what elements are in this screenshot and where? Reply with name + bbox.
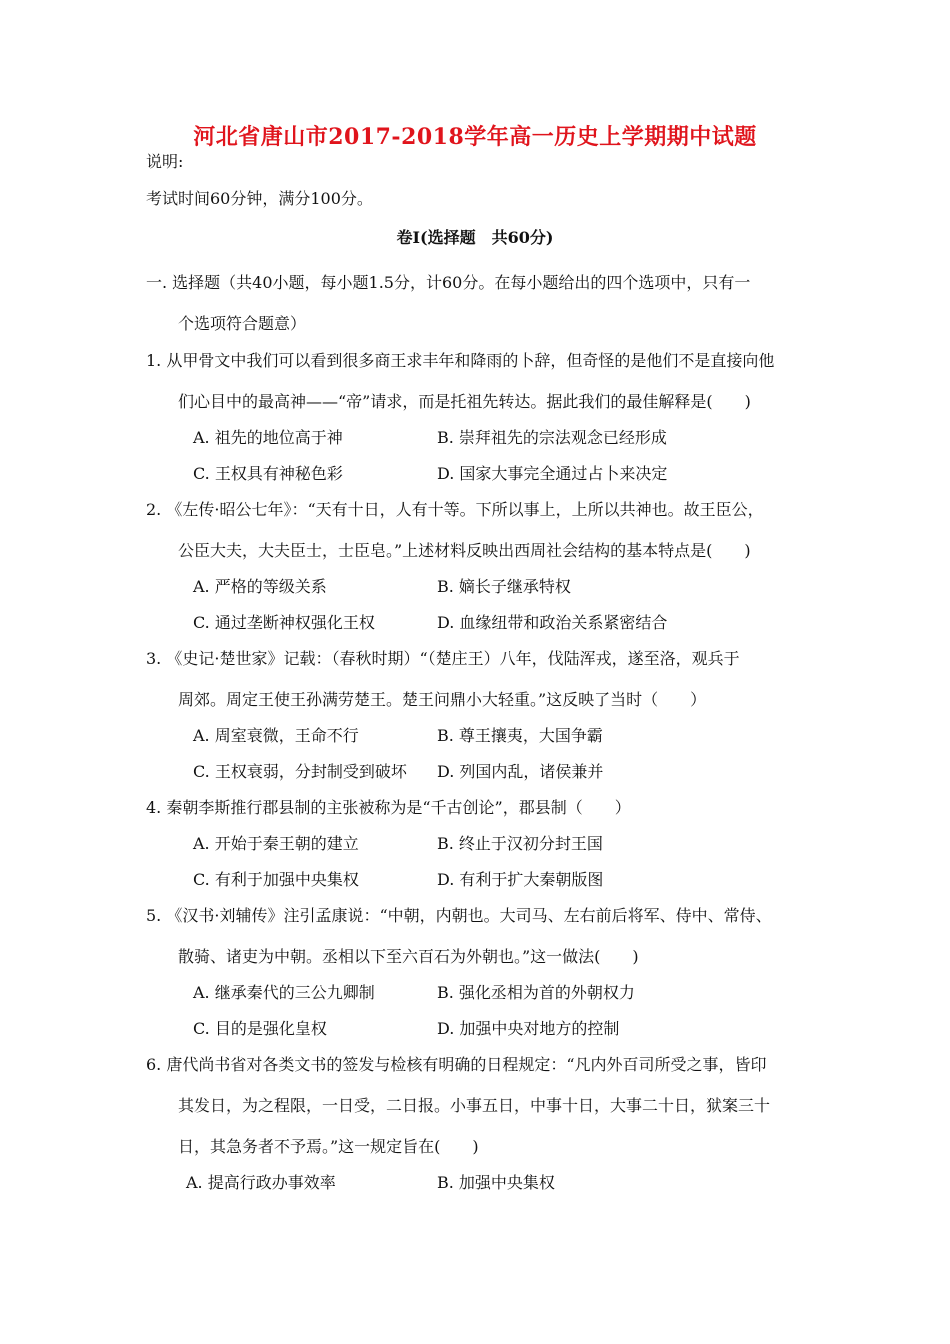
- question-1-option-a: A. 祖先的地位高于神: [193, 428, 343, 447]
- page-title: 河北省唐山市2017-2018学年高一历史上学期期中试题: [193, 124, 757, 150]
- question-6-line: 其发日，为之程限，一日受，二日报。小事五日，中事十日，大事二十日，狱案三十: [178, 1096, 771, 1115]
- question-5-option-c: C. 目的是强化皇权: [193, 1019, 327, 1038]
- instruction-line: 一. 选择题（共40小题，每小题1.5分，计60分。在每小题给出的四个选项中，只有一: [146, 273, 751, 292]
- question-2-line: 2. 《左传·昭公七年》：“天有十日，人有十等。下所以事上，上所以共神也。故王臣公，: [146, 500, 764, 519]
- question-1-line: 们心目中的最高神——“帝”请求，而是托祖先转达。据此我们的最佳解释是( ): [178, 392, 751, 411]
- question-2-option-d: D. 血缘纽带和政治关系紧密结合: [437, 613, 668, 632]
- section-title: 卷Ⅰ(选择题 共60分): [396, 228, 554, 247]
- question-1-option-d: D. 国家大事完全通过占卜来决定: [437, 464, 668, 483]
- question-3-option-a: A. 周室衰微，王命不行: [193, 726, 359, 745]
- question-4-option-b: B. 终止于汉初分封王国: [437, 834, 603, 853]
- question-4-option-c: C. 有利于加强中央集权: [193, 870, 359, 889]
- instruction-line: 个选项符合题意）: [178, 314, 307, 333]
- question-2-line: 公臣大夫，大夫臣士，士臣皂。”上述材料反映出西周社会结构的基本特点是( ): [178, 541, 751, 560]
- question-3-option-c: C. 王权衰弱，分封制受到破坏: [193, 762, 407, 781]
- question-4-option-d: D. 有利于扩大秦朝版图: [437, 870, 604, 889]
- note-label: 说明:: [146, 152, 184, 171]
- question-2-option-c: C. 通过垄断神权强化王权: [193, 613, 375, 632]
- question-3-line: 周郊。周定王使王孙满劳楚王。楚王问鼎小大轻重。”这反映了当时（ ）: [178, 690, 707, 709]
- question-5-option-d: D. 加强中央对地方的控制: [437, 1019, 620, 1038]
- question-6-option-b: B. 加强中央集权: [437, 1173, 555, 1192]
- question-2-option-a: A. 严格的等级关系: [193, 577, 327, 596]
- question-1-option-c: C. 王权具有神秘色彩: [193, 464, 343, 483]
- question-6-line: 6. 唐代尚书省对各类文书的签发与检核有明确的日程规定：“凡内外百司所受之事，皆印: [146, 1055, 767, 1074]
- question-5-option-a: A. 继承秦代的三公九卿制: [193, 983, 375, 1002]
- question-6-line: 日，其急务者不予焉。”这一规定旨在( ): [178, 1137, 479, 1156]
- note-text: 考试时间60分钟，满分100分。: [146, 189, 373, 208]
- question-6-option-a: A. 提高行政办事效率: [186, 1173, 336, 1192]
- question-1-line: 1. 从甲骨文中我们可以看到很多商王求丰年和降雨的卜辞，但奇怪的是他们不是直接向他: [146, 351, 775, 370]
- question-3-line: 3. 《史记·楚世家》记载：（春秋时期）“（楚庄王）八年，伐陆浑戎，遂至洛，观兵于: [146, 649, 740, 668]
- question-2-option-b: B. 嫡长子继承特权: [437, 577, 571, 596]
- question-1-option-b: B. 崇拜祖先的宗法观念已经形成: [437, 428, 667, 447]
- question-5-line: 散骑、诸吏为中朝。丞相以下至六百石为外朝也。”这一做法( ): [178, 947, 639, 966]
- question-3-option-b: B. 尊王攘夷，大国争霸: [437, 726, 603, 745]
- question-4-option-a: A. 开始于秦王朝的建立: [193, 834, 359, 853]
- question-3-option-d: D. 列国内乱，诸侯兼并: [437, 762, 604, 781]
- question-5-option-b: B. 强化丞相为首的外朝权力: [437, 983, 635, 1002]
- question-4-line: 4. 秦朝李斯推行郡县制的主张被称为是“千古创论”，郡县制（ ）: [146, 798, 631, 817]
- question-5-line: 5. 《汉书·刘辅传》注引孟康说：“中朝，内朝也。大司马、左右前后将军、侍中、常侍、: [146, 906, 772, 925]
